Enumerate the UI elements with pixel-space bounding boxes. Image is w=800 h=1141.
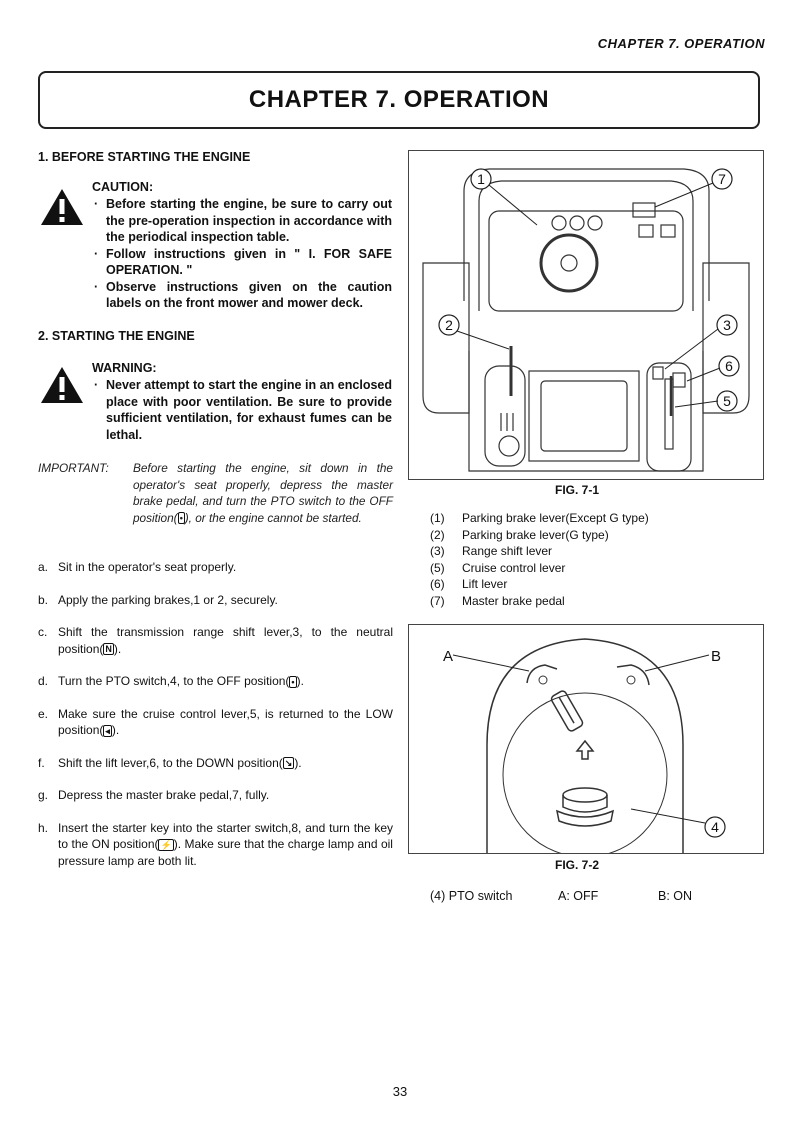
warning-bullet: · Never attempt to start the engine in an enclosed place with poor ventilation. Be sure to provide sufficient ventilation, for exhaust fumes can be lethal.	[94, 378, 392, 442]
page-number: 33	[392, 1084, 408, 1099]
step-item: f. Shift the lift lever,6, to the DOWN position( ↘ ).	[38, 755, 302, 770]
chapter-title-box	[38, 71, 760, 129]
caution-bullet: · Observe instructions given on the caution labels on the front mower and mower deck.	[94, 279, 392, 310]
callout-7: 7	[718, 171, 726, 187]
legend-a-off: A: OFF	[558, 889, 599, 903]
callout-3: 3	[723, 317, 731, 333]
step-item: e. Make sure the cruise control lever,5, is returned to the LOW position( ◂ ).	[38, 706, 393, 737]
pto-off-symbol-icon: •	[291, 676, 295, 687]
warning-triangle-icon	[40, 366, 84, 404]
operator-console-illustration	[409, 151, 763, 479]
pto-switch-illustration	[409, 625, 763, 853]
legend-item: (2) Parking brake lever(G type)	[430, 527, 609, 542]
chapter-title: CHAPTER 7. OPERATION	[248, 86, 550, 113]
label-a: A	[443, 648, 454, 665]
figure-7-1-frame	[408, 150, 764, 480]
important-text: Before starting the engine, sit down in the operator's seat properly, depress the master brake pedal, and turn the PTO switch to the OFF position( • ), or the engine cannot be started.	[133, 461, 393, 525]
legend-item: (5) Cruise control lever	[430, 560, 566, 575]
step-item: d. Turn the PTO switch,4, to the OFF position( • ).	[38, 674, 304, 688]
running-header: CHAPTER 7. OPERATION	[597, 36, 765, 51]
callout-2: 2	[445, 317, 453, 333]
pto-off-symbol-icon: •	[179, 513, 183, 524]
warning-label: WARNING:	[92, 361, 157, 375]
step-item: g. Depress the master brake pedal,7, fully.	[38, 788, 270, 802]
figure-7-1-caption: FIG. 7-1	[555, 483, 600, 497]
section-heading-before-starting: 1. BEFORE STARTING THE ENGINE	[38, 150, 251, 164]
caution-triangle-icon	[40, 188, 84, 226]
turtle-low-symbol-icon: ◂	[105, 725, 110, 736]
legend-b-on: B: ON	[658, 889, 693, 903]
lift-down-symbol-icon: ↘	[284, 758, 293, 769]
legend-item: (7) Master brake pedal	[430, 593, 565, 608]
important-note	[38, 460, 393, 526]
caution-bullet: · Follow instructions given in " I. FOR SAFE OPERATION. "	[94, 246, 392, 277]
callout-4: 4	[711, 819, 719, 835]
callout-1: 1	[477, 171, 485, 187]
figure-7-1-legend	[430, 510, 760, 609]
callout-5: 5	[723, 393, 731, 409]
caution-bullet: · Before starting the engine, be sure to carry out the pre-operation inspection in accordance with the periodical inspection table.	[94, 197, 392, 244]
step-item: a. Sit in the operator's seat properly.	[38, 560, 237, 574]
warning-bullet-list	[94, 377, 392, 443]
legend-pto-switch: (4) PTO switch	[430, 889, 513, 903]
key-on-symbol-icon: ⚡	[160, 839, 172, 850]
caution-bullet-list	[94, 196, 392, 312]
step-item: c. Shift the transmission range shift lever,3, to the neutral position( N ).	[38, 625, 393, 656]
legend-item: (6) Lift lever	[430, 577, 508, 591]
figure-7-2-caption: FIG. 7-2	[555, 858, 600, 872]
figure-7-2-frame	[408, 624, 764, 854]
neutral-symbol-icon: N	[105, 644, 112, 655]
step-item: b. Apply the parking brakes,1 or 2, securely.	[38, 592, 278, 607]
starting-steps	[38, 559, 393, 869]
label-b: B	[711, 648, 722, 665]
section-heading-starting-engine: 2. STARTING THE ENGINE	[38, 329, 195, 343]
legend-item: (1) Parking brake lever(Except G type)	[430, 511, 649, 525]
step-item: h. Insert the starter key into the starter switch,8, and turn the key to the ON position( ⚡ ). Make sure that the charge lamp and oil pressure lamp are both lit.	[38, 820, 393, 868]
caution-label: CAUTION:	[92, 180, 154, 194]
legend-item: (3) Range shift lever	[430, 544, 553, 558]
important-label: IMPORTANT:	[38, 461, 109, 475]
callout-6: 6	[725, 358, 733, 374]
